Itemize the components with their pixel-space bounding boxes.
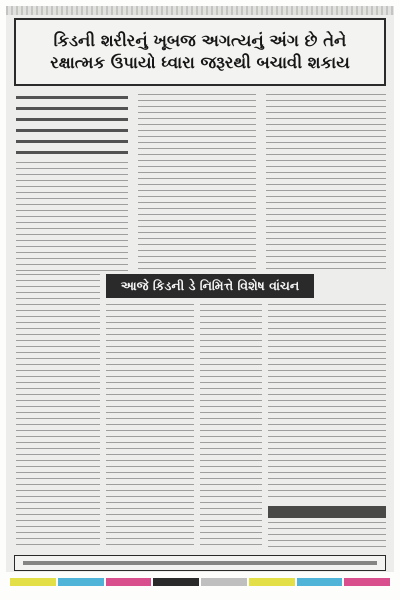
column-1-upper-text [16,162,128,272]
bottom-tagline-strip [14,555,386,571]
column-3-upper-text [266,94,386,270]
author-details [268,522,386,552]
column-2-lower-text [106,304,194,550]
color-swatch-3 [106,578,152,586]
newspaper-clipping [6,6,394,572]
column-2-upper-text [138,94,256,270]
color-swatch-2 [58,578,104,586]
author-name-bar [268,506,386,518]
color-swatch-4 [153,578,199,586]
special-reading-banner: આજે કિડની ડે નિમિત્તે વિશેષ વાંચન [106,274,314,298]
color-swatch-5 [201,578,247,586]
headline-line-2: રક્ષાત્મક ઉપાયો ધ્વારા જરૂરથી બચાવી શકાય [50,53,350,72]
column-1-lower-text [16,274,100,550]
column-4-lower-text [268,304,386,500]
color-swatch-1 [10,578,56,586]
subheading-block [16,96,128,156]
author-signature-block [268,506,386,552]
headline-box [14,18,386,86]
color-swatch-7 [297,578,343,586]
headline-line-1: કિડની શરીરનું ખૂબજ અગત્યનું અંગ છે તેને [53,30,347,50]
color-swatch-8 [344,578,390,586]
torn-top-edge [6,6,394,15]
print-color-calibration-bar [6,578,394,586]
column-3-lower-text [200,304,262,550]
color-swatch-6 [249,578,295,586]
